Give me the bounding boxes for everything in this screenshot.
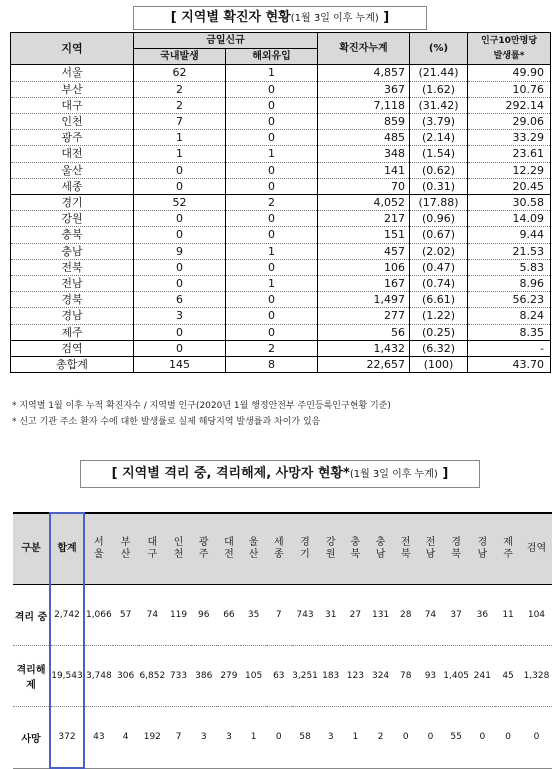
cell-domestic: 0 [134, 227, 226, 243]
cell-value: 27 [343, 585, 368, 646]
cell-value: 58 [292, 707, 319, 769]
cell-value: 28 [393, 585, 418, 646]
table-row [11, 211, 551, 227]
cell-region: 대전 [11, 146, 134, 162]
cell-value: 743 [292, 585, 319, 646]
cell-value: 96 [191, 585, 217, 646]
cell-cumulative: 70 [318, 178, 410, 194]
cell-cumulative: 4,052 [318, 195, 410, 211]
table-row [11, 195, 551, 211]
header-region [166, 513, 191, 585]
cell-domestic: 0 [134, 178, 226, 194]
cell-percent: (6.61) [410, 292, 468, 308]
cell-value: 1,066 [84, 585, 113, 646]
cell-region: 경북 [11, 292, 134, 308]
cell-domestic: 3 [134, 308, 226, 324]
table-row [11, 276, 551, 292]
cell-overseas: 0 [226, 162, 318, 178]
cell-cumulative: 859 [318, 114, 410, 130]
cell-percent: (3.79) [410, 114, 468, 130]
cell-region: 서울 [11, 65, 134, 81]
cell-rate: 14.09 [468, 211, 551, 227]
table-row [11, 292, 551, 308]
cell-rate: 23.61 [468, 146, 551, 162]
cell-overseas: 1 [226, 276, 318, 292]
header-region [470, 513, 496, 585]
cell-domestic: 2 [134, 81, 226, 97]
cell-domestic: 0 [134, 259, 226, 275]
cell-value: 35 [241, 585, 266, 646]
cell-value: 324 [368, 646, 394, 707]
header-domestic: 국내발생 [134, 49, 226, 65]
cell-value: 31 [318, 585, 343, 646]
cell-value: 123 [343, 646, 368, 707]
cell-cumulative: 457 [318, 243, 410, 259]
cell-percent: (0.31) [410, 178, 468, 194]
header-region [113, 513, 139, 585]
header-region-char: 대 [224, 537, 234, 548]
cell-value: 0 [418, 707, 443, 769]
cell-percent: (0.74) [410, 276, 468, 292]
footnote: * 신고 기관 주소 환자 수에 대한 발생률로 실제 해당지역 발생률과 차이가 있음 [12, 417, 321, 427]
cell-value: 78 [393, 646, 418, 707]
cell-overseas: 0 [226, 81, 318, 97]
cell-value: 43 [84, 707, 113, 769]
table-row [11, 114, 551, 130]
cell-overseas: 1 [226, 146, 318, 162]
header-daily-new: 금일신규 [134, 33, 318, 49]
cell-rate: 20.45 [468, 178, 551, 194]
cell-region: 대구 [11, 97, 134, 113]
cell-rate: 8.35 [468, 324, 551, 340]
cell-value: 1 [343, 707, 368, 769]
header-region [521, 513, 552, 585]
footnotes [12, 398, 391, 430]
cell-cumulative: 141 [318, 162, 410, 178]
cell-rate: 21.53 [468, 243, 551, 259]
cell-percent: (0.47) [410, 259, 468, 275]
header-category: 구분 [13, 513, 50, 585]
header-region [318, 513, 343, 585]
header-region: 지역 [11, 33, 134, 65]
cell-cumulative: 151 [318, 227, 410, 243]
cell-percent: (2.02) [410, 243, 468, 259]
cell-value: 3,748 [84, 646, 113, 707]
cell-domestic: 0 [134, 276, 226, 292]
header-region-char: 서 [94, 537, 104, 548]
cell-value: 1,405 [443, 646, 470, 707]
cell-domestic: 0 [134, 162, 226, 178]
cell-value: 55 [443, 707, 470, 769]
header-region-char: 대 [147, 537, 158, 548]
cell-percent: (6.32) [410, 340, 468, 356]
cell-region: 부산 [11, 81, 134, 97]
header-percent: (%) [410, 33, 468, 65]
cell-region: 충남 [11, 243, 134, 259]
table-row [11, 259, 551, 275]
cell-value: 241 [470, 646, 496, 707]
cell-value: 306 [113, 646, 139, 707]
cell-overseas: 1 [226, 65, 318, 81]
header-region-char: 세 [273, 537, 284, 548]
table-row [11, 146, 551, 162]
cell-rate: 33.29 [468, 130, 551, 146]
cell-value: 1 [241, 707, 266, 769]
cell-overseas: 0 [226, 308, 318, 324]
header-rate: 인구10만명당 발생률* [468, 33, 551, 65]
cell-value: 105 [241, 646, 266, 707]
table-row [13, 707, 552, 769]
header-region-char: 울 [248, 537, 259, 548]
cell-region: 전북 [11, 259, 134, 275]
header-region-char: 종 [273, 549, 284, 560]
isolation-status-table [13, 512, 552, 769]
cell-value: 4 [113, 707, 139, 769]
cell-value: 0 [470, 707, 496, 769]
table-row [11, 65, 551, 81]
cell-domestic: 0 [134, 324, 226, 340]
cell-cumulative: 7,118 [318, 97, 410, 113]
header-region-char: 경 [477, 537, 488, 548]
cell-percent: (31.42) [410, 97, 468, 113]
cell-value: 63 [266, 646, 292, 707]
header-region-char: 충 [350, 537, 361, 548]
cell-overseas: 0 [226, 130, 318, 146]
cell-value: 3,251 [292, 646, 319, 707]
cell-value: 3 [217, 707, 242, 769]
header-region-char: 인 [173, 537, 184, 548]
cell-overseas: 2 [226, 195, 318, 211]
header-region [84, 513, 113, 585]
cell-region: 경남 [11, 308, 134, 324]
cell-value: 3 [318, 707, 343, 769]
header-region [495, 513, 521, 585]
cell-cumulative: 1,432 [318, 340, 410, 356]
cell-total: 372 [50, 707, 84, 769]
cell-total: 19,543 [50, 646, 84, 707]
cell-value: 6,852 [138, 646, 166, 707]
table1-title: [ 지역별 확진자 현황(1월 3일 이후 누계) ] [133, 6, 427, 30]
header-region-char: 구 [147, 549, 158, 560]
cell-overseas: 0 [226, 292, 318, 308]
cell-total: 2,742 [50, 585, 84, 646]
cell-percent: (2.14) [410, 130, 468, 146]
cell-domestic: 2 [134, 97, 226, 113]
header-region [217, 513, 242, 585]
cell-domestic: 0 [134, 340, 226, 356]
table2-title: [ 지역별 격리 중, 격리해제, 사망자 현황*(1월 3일 이후 누계) ] [80, 460, 480, 488]
cell-rate: 8.24 [468, 308, 551, 324]
cell-rate: 56.23 [468, 292, 551, 308]
header-region-char: 남 [425, 549, 436, 560]
cell-cumulative: 367 [318, 81, 410, 97]
header-region-char: 주 [198, 549, 209, 560]
cell-value: 183 [318, 646, 343, 707]
header-region-char: 산 [248, 549, 259, 560]
row-label: 격리 중 [13, 585, 50, 646]
cell-overseas: 8 [226, 357, 318, 373]
header-region-char: 검역 [526, 543, 547, 554]
header-total: 합계 [50, 513, 84, 585]
cell-value: 74 [138, 585, 166, 646]
header-region [443, 513, 470, 585]
cell-value: 7 [266, 585, 292, 646]
cell-cumulative: 485 [318, 130, 410, 146]
header-region [266, 513, 292, 585]
cell-overseas: 0 [226, 211, 318, 227]
cell-value: 2 [368, 707, 394, 769]
table-row [11, 308, 551, 324]
cell-cumulative: 1,497 [318, 292, 410, 308]
table-row [11, 162, 551, 178]
cell-overseas: 0 [226, 97, 318, 113]
table-row [11, 243, 551, 259]
cell-region: 인천 [11, 114, 134, 130]
cell-rate: - [468, 340, 551, 356]
cell-cumulative: 4,857 [318, 65, 410, 81]
cell-value: 45 [495, 646, 521, 707]
cell-overseas: 0 [226, 114, 318, 130]
cell-cumulative: 22,657 [318, 357, 410, 373]
table-row [13, 585, 552, 646]
table-row [11, 357, 551, 373]
table-row [11, 178, 551, 194]
table-row [11, 227, 551, 243]
cell-value: 93 [418, 646, 443, 707]
confirmed-cases-table [10, 32, 551, 373]
cell-percent: (1.22) [410, 308, 468, 324]
cell-domestic: 0 [134, 211, 226, 227]
cell-cumulative: 56 [318, 324, 410, 340]
cell-rate: 292.14 [468, 97, 551, 113]
header-region [418, 513, 443, 585]
cell-rate: 5.83 [468, 259, 551, 275]
cell-value: 3 [191, 707, 217, 769]
cell-region: 울산 [11, 162, 134, 178]
header-region-char: 강 [325, 537, 336, 548]
header-region-char: 전 [224, 549, 234, 560]
cell-overseas: 2 [226, 340, 318, 356]
header-region [138, 513, 166, 585]
header-region-char: 광 [198, 537, 209, 548]
cell-region: 광주 [11, 130, 134, 146]
cell-cumulative: 167 [318, 276, 410, 292]
cell-percent: (0.67) [410, 227, 468, 243]
header-region-char: 기 [300, 549, 310, 560]
table-row [11, 81, 551, 97]
cell-value: 11 [495, 585, 521, 646]
cell-value: 119 [166, 585, 191, 646]
table-row [11, 340, 551, 356]
cell-percent: (100) [410, 357, 468, 373]
cell-overseas: 0 [226, 259, 318, 275]
table-row [13, 646, 552, 707]
cell-rate: 43.70 [468, 357, 551, 373]
header-region-char: 북 [400, 549, 411, 560]
cell-region: 세종 [11, 178, 134, 194]
cell-rate: 49.90 [468, 65, 551, 81]
cell-percent: (0.25) [410, 324, 468, 340]
cell-overseas: 0 [226, 178, 318, 194]
cell-region: 강원 [11, 211, 134, 227]
cell-region: 전남 [11, 276, 134, 292]
cell-overseas: 0 [226, 227, 318, 243]
table-row [11, 130, 551, 146]
cell-overseas: 1 [226, 243, 318, 259]
header-region-char: 충 [375, 537, 386, 548]
header-region-char: 북 [451, 549, 461, 560]
cell-rate: 9.44 [468, 227, 551, 243]
header-region-char: 원 [325, 549, 336, 560]
cell-cumulative: 277 [318, 308, 410, 324]
header-region [368, 513, 394, 585]
cell-value: 104 [521, 585, 552, 646]
cell-value: 279 [217, 646, 242, 707]
cell-value: 1,328 [521, 646, 552, 707]
header-region-char: 경 [300, 537, 310, 548]
cell-percent: (21.44) [410, 65, 468, 81]
header-region-char: 울 [94, 549, 104, 560]
cell-percent: (1.54) [410, 146, 468, 162]
cell-domestic: 7 [134, 114, 226, 130]
header-region-char: 부 [120, 537, 131, 548]
header-region [241, 513, 266, 585]
header-region-char: 북 [350, 549, 361, 560]
cell-domestic: 62 [134, 65, 226, 81]
header-region [191, 513, 217, 585]
cell-region: 충북 [11, 227, 134, 243]
cell-value: 192 [138, 707, 166, 769]
header-region-char: 천 [173, 549, 184, 560]
header-overseas: 해외유입 [226, 49, 318, 65]
header-region-char: 남 [375, 549, 386, 560]
header-region-char: 전 [425, 537, 436, 548]
cell-rate: 29.06 [468, 114, 551, 130]
cell-domestic: 9 [134, 243, 226, 259]
cell-cumulative: 106 [318, 259, 410, 275]
cell-region: 총합계 [11, 357, 134, 373]
header-region-char: 주 [503, 549, 513, 560]
cell-rate: 12.29 [468, 162, 551, 178]
cell-percent: (0.96) [410, 211, 468, 227]
cell-region: 제주 [11, 324, 134, 340]
row-label: 사망 [13, 707, 50, 769]
cell-cumulative: 348 [318, 146, 410, 162]
cell-value: 74 [418, 585, 443, 646]
cell-value: 37 [443, 585, 470, 646]
footnote: * 지역별 1월 이후 누적 확진자수 / 지역별 인구(2020년 1월 행정안전부 주민등록인구현황 기준) [12, 401, 391, 411]
cell-domestic: 1 [134, 146, 226, 162]
cell-value: 0 [393, 707, 418, 769]
cell-value: 7 [166, 707, 191, 769]
cell-overseas: 0 [226, 324, 318, 340]
cell-rate: 30.58 [468, 195, 551, 211]
header-region-char: 경 [451, 537, 461, 548]
cell-value: 131 [368, 585, 394, 646]
cell-percent: (0.62) [410, 162, 468, 178]
header-region-char: 전 [400, 537, 411, 548]
row-label: 격리해제 [13, 646, 50, 707]
cell-rate: 10.76 [468, 81, 551, 97]
cell-domestic: 52 [134, 195, 226, 211]
cell-cumulative: 217 [318, 211, 410, 227]
header-region-char: 산 [120, 549, 131, 560]
cell-value: 0 [266, 707, 292, 769]
cell-value: 733 [166, 646, 191, 707]
table-row [11, 324, 551, 340]
cell-value: 386 [191, 646, 217, 707]
header-region-char: 남 [477, 549, 488, 560]
cell-domestic: 145 [134, 357, 226, 373]
header-region [292, 513, 319, 585]
cell-value: 66 [217, 585, 242, 646]
header-region-char: 제 [503, 537, 513, 548]
header-region [343, 513, 368, 585]
cell-value: 0 [521, 707, 552, 769]
table-row [11, 97, 551, 113]
cell-rate: 8.96 [468, 276, 551, 292]
cell-percent: (17.88) [410, 195, 468, 211]
header-cumulative: 확진자누계 [318, 33, 410, 65]
cell-value: 57 [113, 585, 139, 646]
cell-domestic: 1 [134, 130, 226, 146]
cell-region: 경기 [11, 195, 134, 211]
cell-domestic: 6 [134, 292, 226, 308]
cell-value: 36 [470, 585, 496, 646]
header-region [393, 513, 418, 585]
cell-region: 검역 [11, 340, 134, 356]
cell-percent: (1.62) [410, 81, 468, 97]
cell-value: 0 [495, 707, 521, 769]
